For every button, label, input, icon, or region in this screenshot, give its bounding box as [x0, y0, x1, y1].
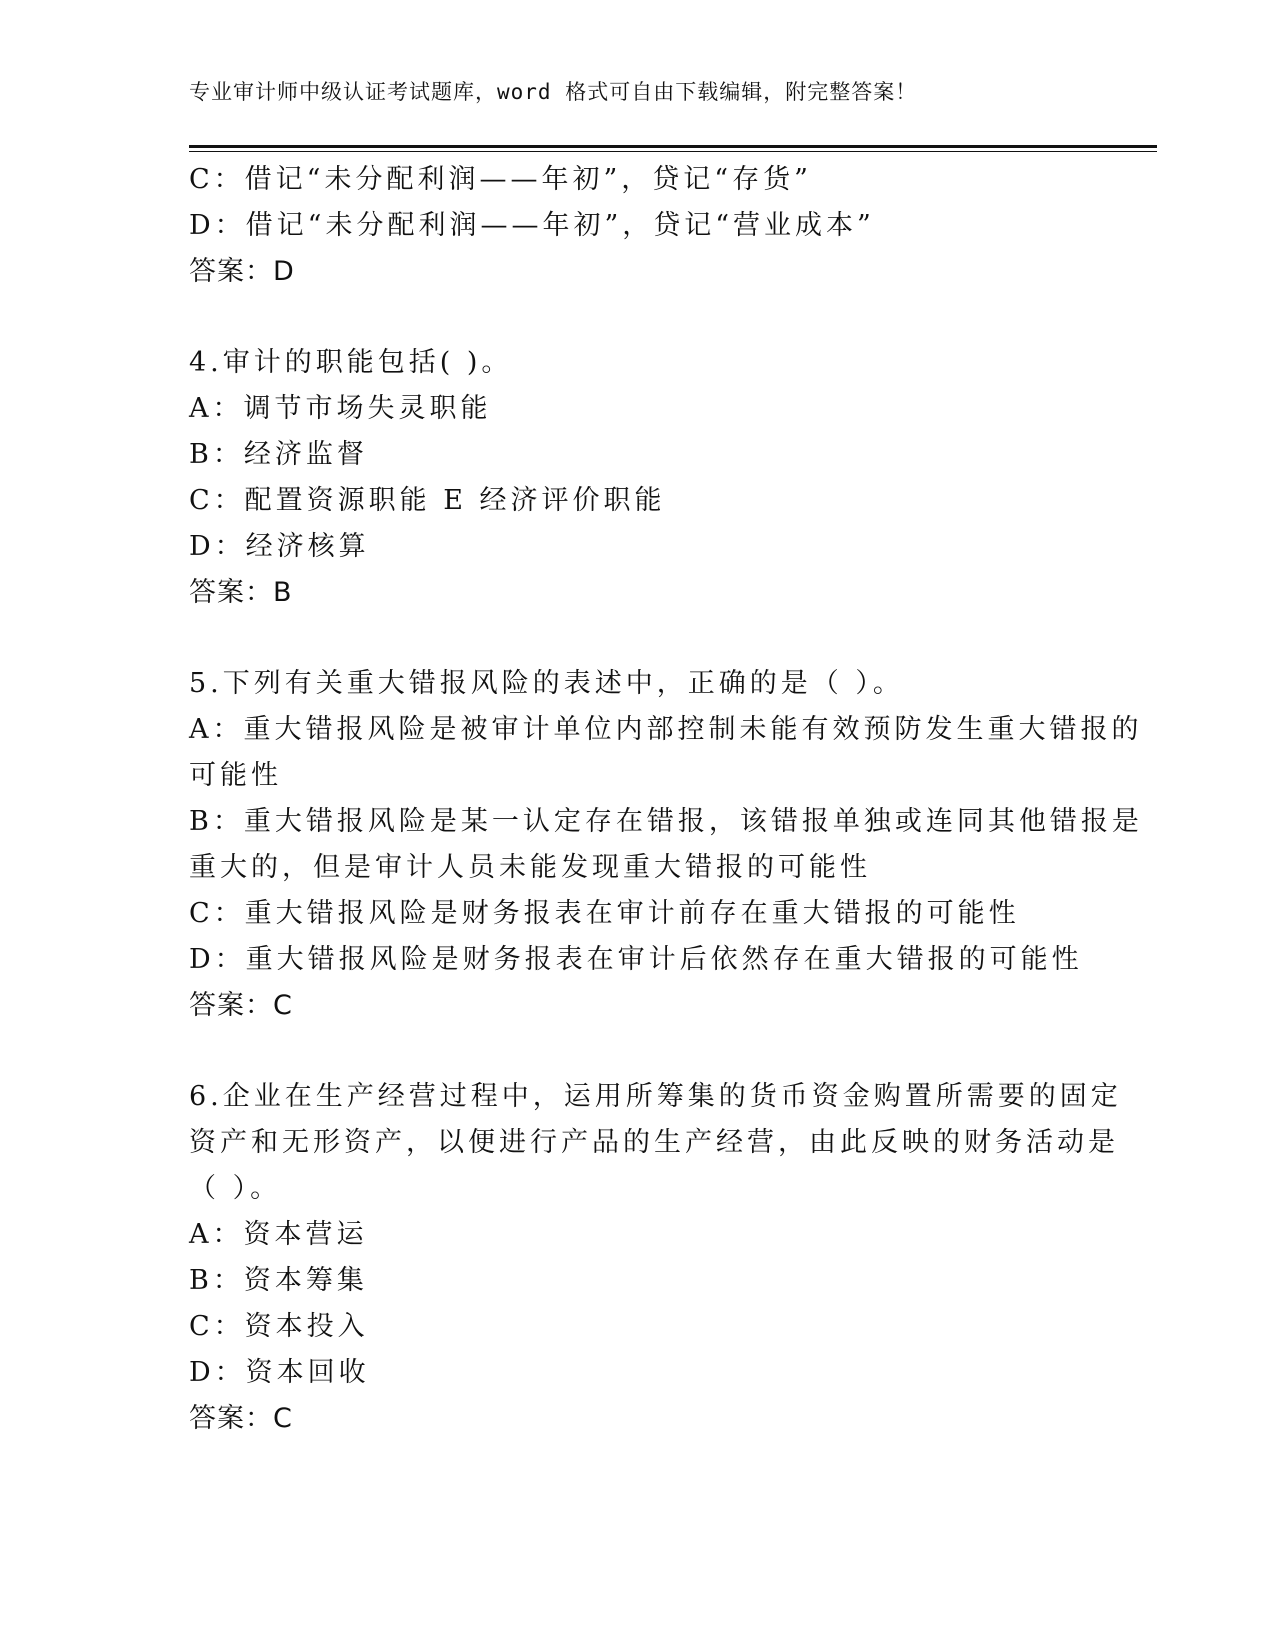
header-rule-thick [189, 145, 1157, 148]
q6-option-c: C：资本投入 [189, 1311, 369, 1342]
q4-option-d: D：经济核算 [189, 531, 370, 562]
spacer [189, 295, 1089, 340]
question-6 [189, 1074, 1122, 1442]
q4-answer: 答案：B [189, 577, 293, 608]
q6-stem-line-2: 资产和无形资产，以便进行产品的生产经营，由此反映的财务活动是 [189, 1127, 1119, 1158]
q5-stem: 5.下列有关重大错报风险的表述中，正确的是（ ）。 [189, 668, 904, 699]
question-4 [189, 340, 1089, 616]
spacer [189, 616, 1089, 661]
q6-option-a: A：资本营运 [189, 1219, 368, 1250]
spacer [189, 1029, 1089, 1074]
q3-answer: 答案：D [189, 256, 295, 287]
q5-option-d: D：重大错报风险是财务报表在审计后依然存在重大错报的可能性 [189, 944, 1083, 975]
q6-option-d: D：资本回收 [189, 1357, 370, 1388]
q6-option-b: B：资本筹集 [189, 1265, 368, 1296]
header-rule-thin [189, 151, 1157, 152]
q5-option-a-line-2: 可能性 [189, 760, 282, 791]
q5-option-c: C：重大错报风险是财务报表在审计前存在重大错报的可能性 [189, 898, 1020, 929]
q6-answer: 答案：C [189, 1403, 293, 1434]
question-5 [189, 661, 1143, 1029]
q6-stem-line-1: 6.企业在生产经营过程中，运用所筹集的货币资金购置所需要的固定 [189, 1081, 1122, 1112]
q3-option-c: C：借记“未分配利润——年初”，贷记“存货” [189, 164, 812, 195]
q3-option-d: D：借记“未分配利润——年初”，贷记“营业成本” [189, 210, 875, 241]
page-header: 专业审计师中级认证考试题库，word 格式可自由下载编辑，附完整答案！ [189, 80, 918, 104]
q5-option-a-line-1: A：重大错报风险是被审计单位内部控制未能有效预防发生重大错报的 [189, 714, 1143, 745]
q5-option-b-line-1: B：重大错报风险是某一认定存在错报，该错报单独或连同其他错报是 [189, 806, 1143, 837]
q5-answer: 答案：C [189, 990, 293, 1021]
q4-stem: 4.审计的职能包括( )。 [189, 347, 513, 378]
question-content [189, 157, 1143, 1442]
q4-option-b: B：经济监督 [189, 439, 368, 470]
question-3-tail [189, 157, 1089, 295]
q5-option-b-line-2: 重大的，但是审计人员未能发现重大错报的可能性 [189, 852, 871, 883]
q4-option-a: A：调节市场失灵职能 [189, 393, 492, 424]
q6-stem-line-3: （ ）。 [189, 1173, 282, 1204]
q4-option-c: C：配置资源职能 E 经济评价职能 [189, 485, 666, 516]
